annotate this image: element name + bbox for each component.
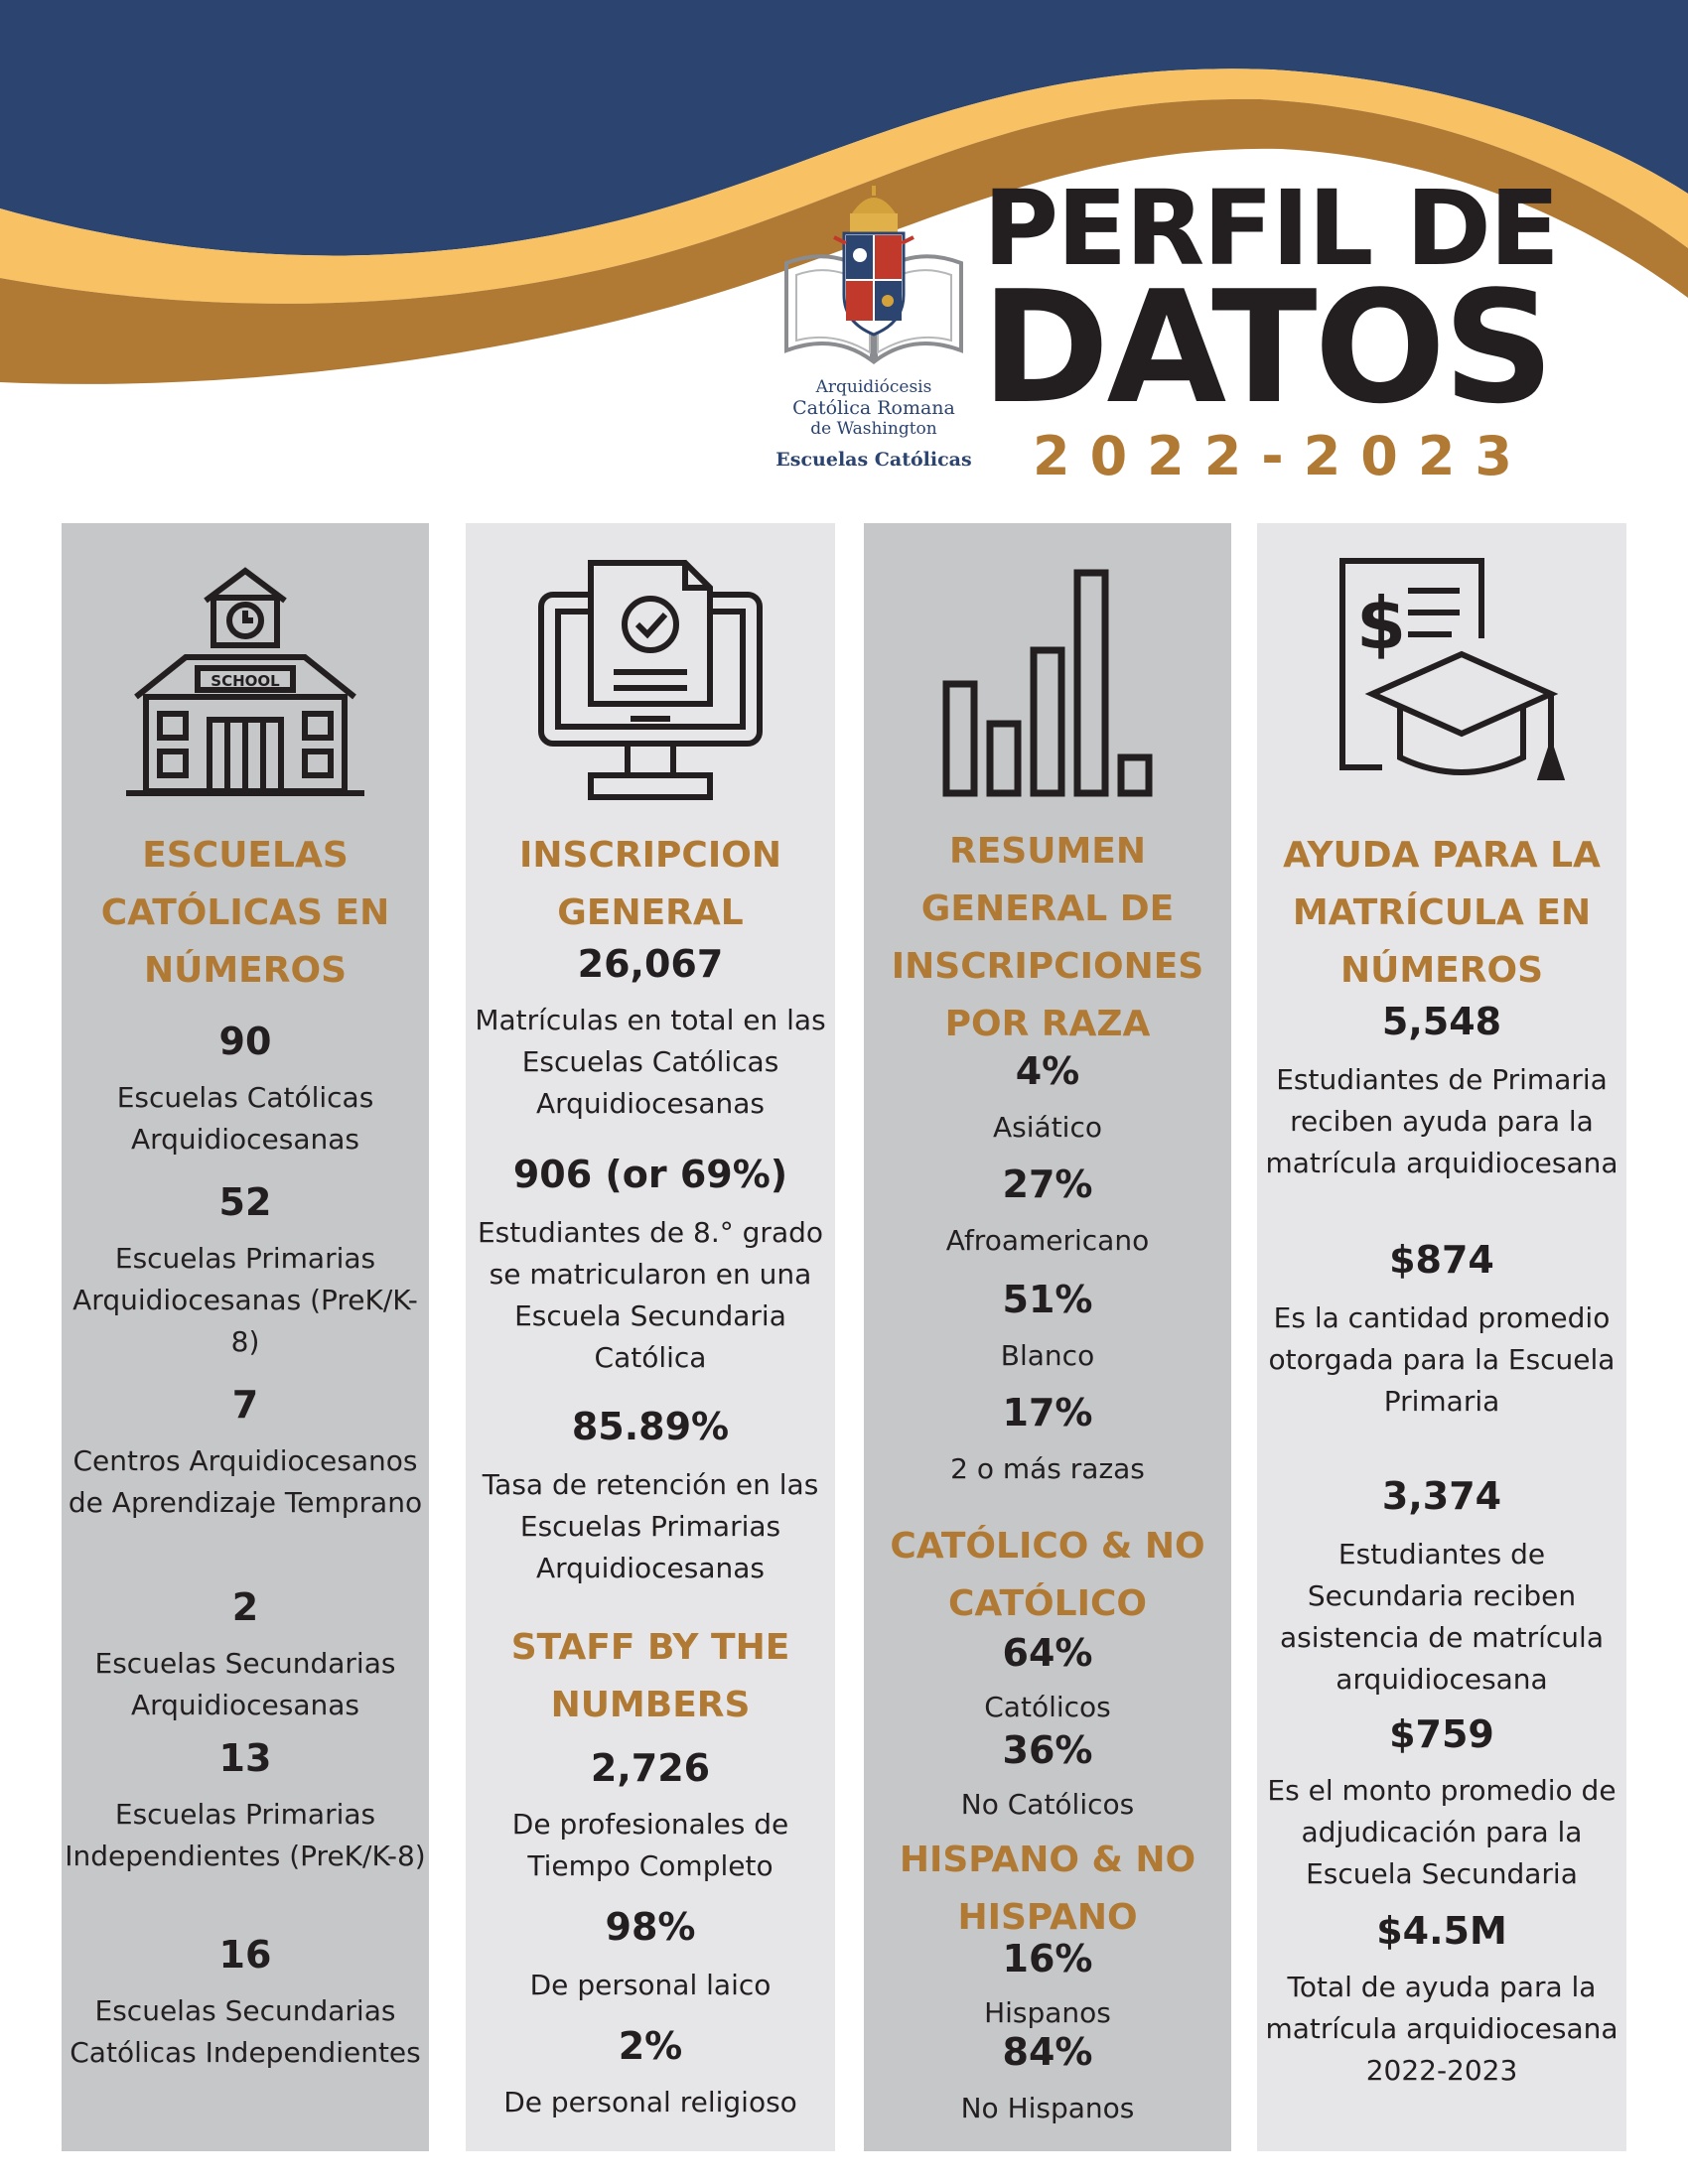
svg-text:$: $ — [1356, 582, 1407, 665]
stat-value: 4% — [1015, 1049, 1080, 1093]
stat-label: De profesionales de Tiempo Completo — [511, 1808, 789, 1882]
title-line-1: PERFIL DE — [983, 168, 1558, 289]
stat-value: 17% — [1002, 1391, 1093, 1434]
stat-label: Total de ayuda para la matrícula arquidiocesana 2022-2023 — [1265, 1971, 1618, 2087]
stat-label: 2 o más razas — [950, 1452, 1145, 1485]
stat-value: $874 — [1389, 1238, 1494, 1282]
stat-value: 13 — [218, 1736, 272, 1780]
stat-value: 2 — [231, 1585, 259, 1629]
stat-label: Es la cantidad promedio otorgada para la Escuela Primaria — [1268, 1301, 1616, 1418]
stat-value: 84% — [1002, 2030, 1093, 2074]
stat-value: 85.89% — [571, 1405, 730, 1448]
column-race — [864, 523, 1231, 2151]
column-enrollment — [466, 523, 835, 2151]
stat-value: 26,067 — [577, 942, 724, 986]
heading-enrollment: INSCRIPCION GENERAL — [519, 835, 781, 933]
stat-value: 90 — [218, 1020, 272, 1063]
year-range: 2022-2023 — [1033, 425, 1532, 487]
stat-label: No Católicos — [960, 1788, 1135, 1821]
stat-value: 51% — [1002, 1278, 1093, 1321]
stat-label: Tasa de retención en las Escuelas Primarias Arquidiocesanas — [482, 1468, 819, 1584]
crest-book-icon — [774, 184, 973, 377]
stat-label: Matrículas en total en las Escuelas Católicas Arquidiocesanas — [475, 1004, 826, 1120]
heading-staff: STAFF BY THE NUMBERS — [510, 1627, 790, 1725]
stat-value: 52 — [218, 1180, 272, 1224]
stat-value: 5,548 — [1381, 1000, 1502, 1043]
column-tuition-aid — [1257, 523, 1626, 2151]
stat-label: Asiático — [993, 1111, 1102, 1144]
stat-label: No Hispanos — [960, 2092, 1135, 2124]
logo-line-1: Arquidiócesis — [815, 377, 932, 397]
computer-document-check-icon — [536, 555, 765, 803]
stat-label: Estudiantes de Primaria reciben ayuda para la matrícula arquidiocesana — [1265, 1063, 1618, 1179]
stat-label: Católicos — [984, 1691, 1111, 1723]
stat-label: Es el monto promedio de adjudicación para la Escuela Secundaria — [1267, 1774, 1617, 1890]
school-sign-text: SCHOOL — [211, 672, 280, 690]
stat-label: Centros Arquidiocesanos de Aprendizaje Temprano — [68, 1444, 423, 1519]
stat-label: Escuelas Secundarias Católicas Independientes — [70, 1994, 421, 2069]
heading-race: RESUMEN GENERAL DE INSCRIPCIONES POR RAZA — [891, 831, 1204, 1044]
stat-label: Afroamericano — [945, 1224, 1150, 1257]
logo-line-4: Escuelas Católicas — [775, 449, 972, 471]
heading-hispanic: HISPANO & NO HISPANO — [899, 1840, 1196, 1938]
stat-value: 98% — [605, 1905, 696, 1949]
stat-value: 16 — [218, 1933, 272, 1977]
title-line-2: DATOS — [981, 257, 1552, 438]
stat-label: Blanco — [1000, 1339, 1095, 1372]
stat-value: 27% — [1002, 1162, 1093, 1206]
stat-value: 7 — [231, 1383, 259, 1427]
stat-label: Estudiantes de Secundaria reciben asistencia de matrícula arquidiocesana — [1280, 1538, 1604, 1696]
stat-value: $759 — [1389, 1712, 1494, 1756]
stat-label: Escuelas Secundarias Arquidiocesanas — [94, 1647, 396, 1721]
stat-label: De personal religioso — [503, 2086, 797, 2118]
stat-value: 2% — [618, 2024, 683, 2068]
stat-label: Estudiantes de 8.° grado se matricularon en una Escuela Secundaria Católica — [477, 1216, 824, 1374]
archdiocese-logo — [774, 184, 973, 481]
stat-label: Escuelas Católicas Arquidiocesanas — [116, 1081, 374, 1156]
stat-label: Hispanos — [984, 1996, 1111, 2029]
tuition-certificate-cap-icon — [1313, 553, 1571, 801]
heading-catholic: CATÓLICO & NO CATÓLICO — [890, 1526, 1205, 1624]
stat-label: Escuelas Primarias Arquidiocesanas (PreK/K-8) — [72, 1242, 418, 1358]
school-building-icon — [126, 563, 364, 801]
heading-schools: ESCUELAS CATÓLICAS EN NÚMEROS — [100, 835, 390, 991]
stat-value: 16% — [1002, 1937, 1093, 1980]
stat-value: 36% — [1002, 1728, 1093, 1772]
stat-label: De personal laico — [529, 1969, 772, 2001]
bar-chart-icon — [928, 563, 1167, 801]
logo-line-3: de Washington — [810, 419, 937, 439]
heading-tuition: AYUDA PARA LA MATRÍCULA EN NÚMEROS — [1283, 835, 1601, 991]
stat-value: 906 (or 69%) — [512, 1153, 788, 1196]
stat-value: $4.5M — [1376, 1909, 1507, 1953]
stat-value: 2,726 — [590, 1746, 711, 1790]
stat-value: 3,374 — [1381, 1474, 1502, 1518]
column-catholic-schools — [62, 523, 429, 2151]
logo-line-2: Católica Romana — [792, 397, 955, 419]
stat-label: Escuelas Primarias Independientes (PreK/K-8) — [65, 1798, 426, 1872]
stat-value: 64% — [1002, 1631, 1093, 1675]
